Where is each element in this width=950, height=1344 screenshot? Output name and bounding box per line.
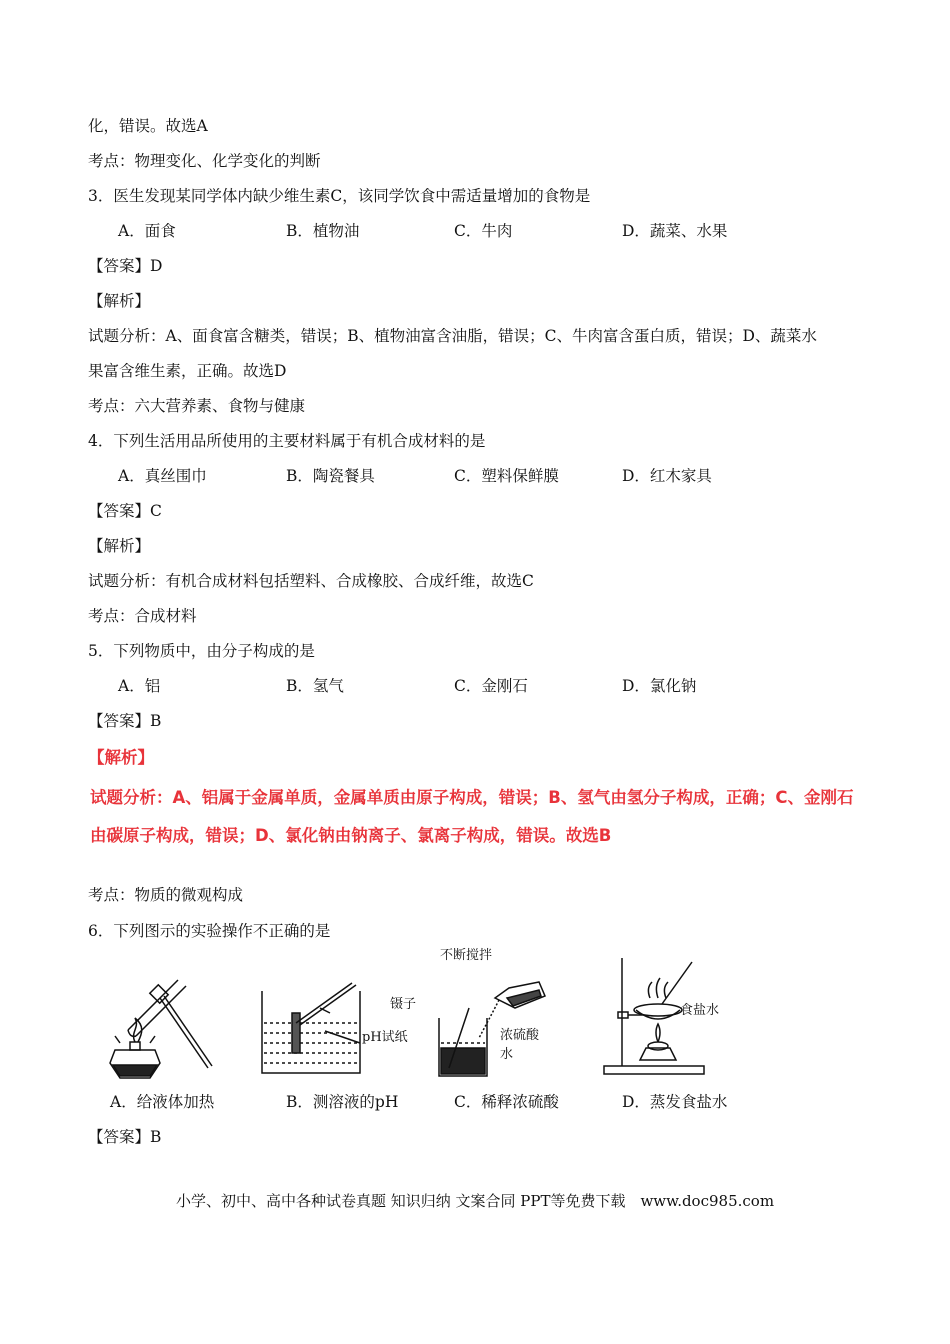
- answer-5: 【答案】B: [88, 712, 162, 730]
- label-tweezers: 镊子: [390, 997, 417, 1012]
- analysis-3-line2: 果富含维生素，正确。故选D: [88, 362, 287, 380]
- caption-b: B．测溶液的pH: [286, 1093, 399, 1111]
- analysis-3-line1: 试题分析：A、面食富含糖类，错误；B、植物油富含油脂，错误；C、牛肉富含蛋白质，错误；D、蔬菜水: [88, 327, 817, 345]
- question-3-options: [118, 220, 758, 242]
- answer-3: 【答案】D: [88, 257, 163, 275]
- question-6: 6．下列图示的实验操作不正确的是: [88, 922, 331, 940]
- question-4-options: [118, 465, 758, 487]
- analysis-heading-5: 【解析】: [88, 748, 154, 767]
- option-a: A．真丝围巾: [118, 467, 207, 485]
- caption-a: A．给液体加热: [110, 1093, 215, 1111]
- caption-c: C．稀释浓硫酸: [454, 1093, 559, 1111]
- option-d: D．蔬菜、水果: [622, 222, 728, 240]
- option-d: D．红木家具: [622, 467, 712, 485]
- figure-a-heating-liquid: [100, 968, 210, 1078]
- analysis-heading-4: 【解析】: [88, 537, 151, 555]
- option-b: B．植物油: [286, 222, 360, 240]
- text-line: 化，错误。故选A: [88, 117, 208, 135]
- answer-6: 【答案】B: [88, 1128, 162, 1146]
- label-keep-stirring: 不断搅拌: [440, 948, 493, 963]
- option-b: B．陶瓷餐具: [286, 467, 375, 485]
- option-c: C．金刚石: [454, 677, 528, 695]
- kaodian-5: 考点：物质的微观构成: [88, 886, 244, 904]
- label-water: 水: [500, 1047, 514, 1062]
- option-b: B．氢气: [286, 677, 344, 695]
- experiment-figures: [100, 948, 800, 1083]
- label-salt-water: 食盐水: [680, 1003, 720, 1018]
- figure-captions: [110, 1091, 760, 1113]
- option-c: C．塑料保鲜膜: [454, 467, 559, 485]
- kaodian-line: 考点：物理变化、化学变化的判断: [88, 152, 321, 170]
- option-d: D．氯化钠: [622, 677, 697, 695]
- page-footer: 小学、初中、高中各种试卷真题 知识归纳 文案合同 PPT等免费下载 www.doc985.com: [175, 1192, 775, 1210]
- kaodian-4: 考点：合成材料: [88, 607, 197, 625]
- question-4: 4．下列生活用品所使用的主要材料属于有机合成材料的是: [88, 432, 486, 450]
- option-a: A．铝: [118, 677, 161, 695]
- option-a: A．面食: [118, 222, 176, 240]
- question-5: 5．下列物质中，由分子构成的是: [88, 642, 315, 660]
- question-3: 3．医生发现某同学体内缺少维生素C，该同学饮食中需适量增加的食物是: [88, 187, 591, 205]
- analysis-5-line2: 由碳原子构成，错误；D、氯化钠由钠离子、氯离子构成，错误。故选B: [90, 826, 612, 845]
- answer-4: 【答案】C: [88, 502, 162, 520]
- label-conc-sulfuric-acid: 浓硫酸: [500, 1028, 540, 1043]
- option-c: C．牛肉: [454, 222, 513, 240]
- label-ph-paper: pH试纸: [362, 1030, 408, 1045]
- question-5-options: [118, 675, 758, 697]
- analysis-5-line1: 试题分析：A、铝属于金属单质，金属单质由原子构成，错误；B、氢气由氢分子构成，正确；C、金刚石: [90, 788, 854, 807]
- analysis-4: 试题分析：有机合成材料包括塑料、合成橡胶、合成纤维，故选C: [88, 572, 534, 590]
- kaodian-3: 考点：六大营养素、食物与健康: [88, 397, 306, 415]
- figure-c-dilute-acid: [435, 968, 555, 1078]
- analysis-heading-3: 【解析】: [88, 292, 151, 310]
- caption-d: D．蒸发食盐水: [622, 1093, 728, 1111]
